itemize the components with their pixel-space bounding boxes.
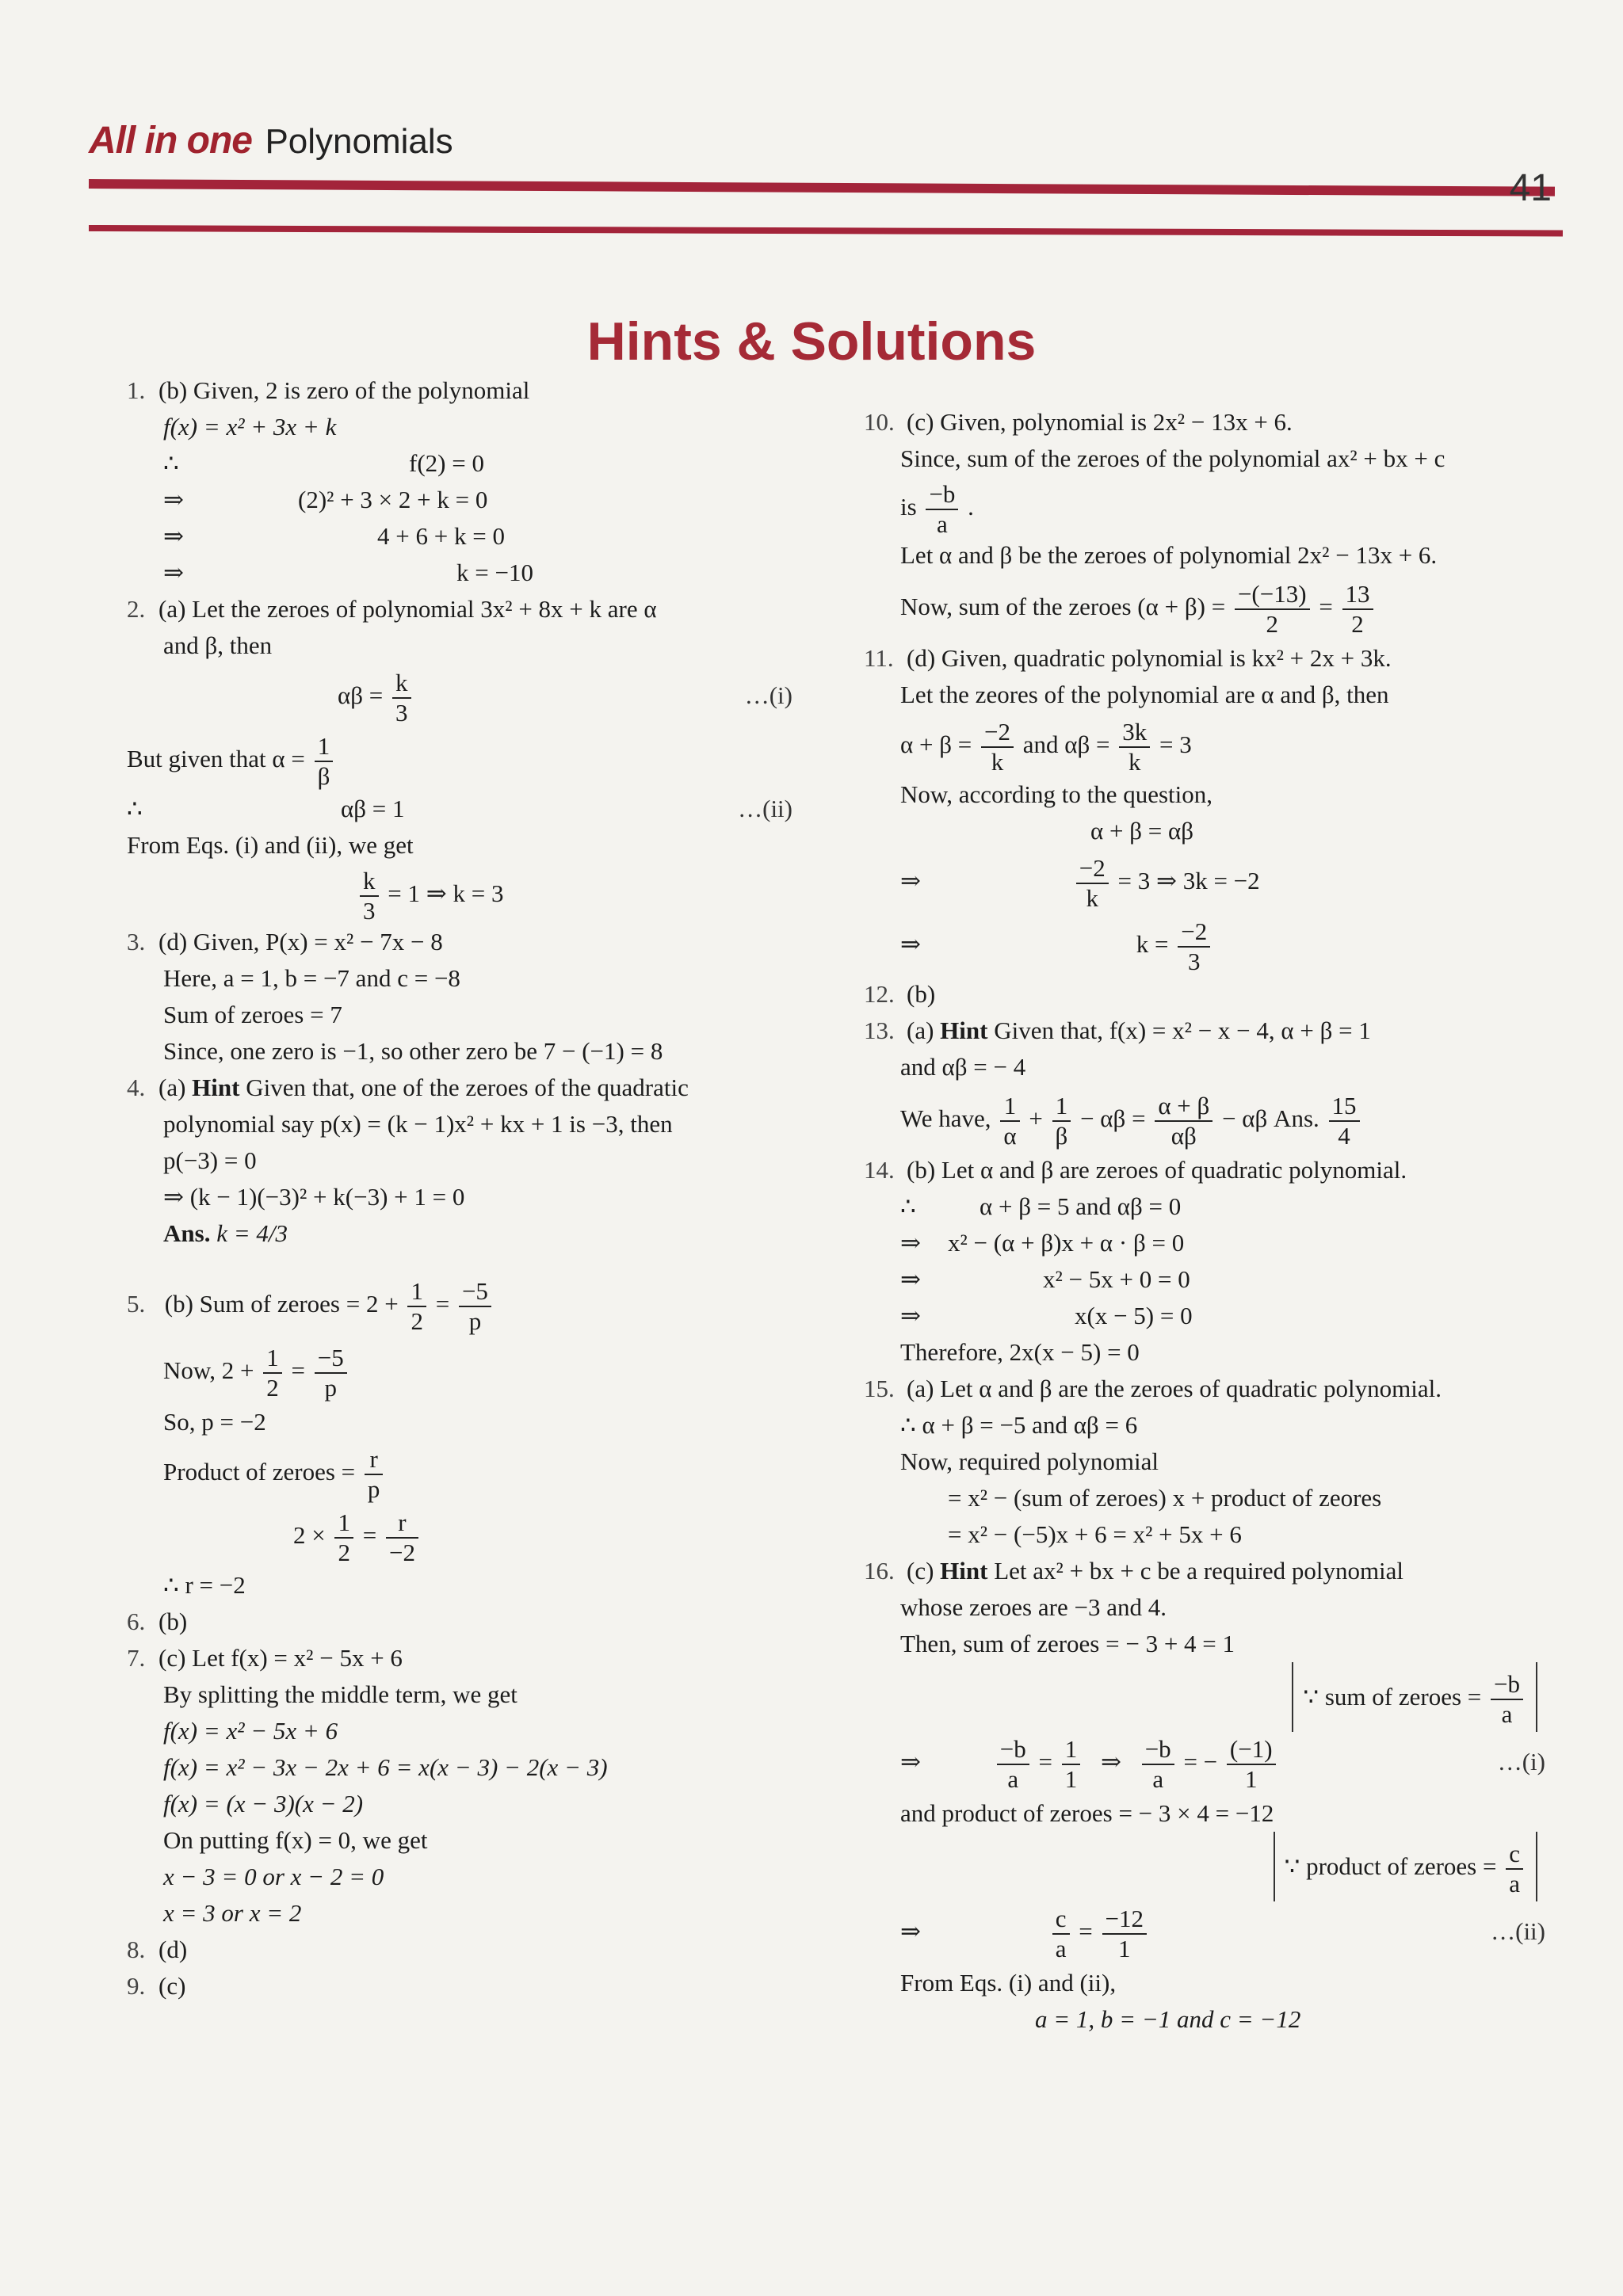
fraction <box>1142 1735 1174 1794</box>
fraction <box>360 867 379 925</box>
equation: − αβ = <box>1080 1104 1146 1132</box>
implies-symbol: ⇒ <box>900 1229 921 1257</box>
answer-option: (d) <box>158 1936 188 1963</box>
numerator: −2 <box>981 718 1014 748</box>
denominator: 2 <box>1266 609 1278 638</box>
equation: 4 + 6 + k = 0 <box>377 522 505 550</box>
question-number: 15. <box>864 1375 895 1402</box>
solution-10 <box>864 404 1545 640</box>
answer-option: (a) <box>907 1016 934 1044</box>
answer-option: (a) <box>158 1074 186 1101</box>
numerator: r <box>386 1508 418 1539</box>
implies-symbol: ⇒ <box>163 559 184 586</box>
solution-text: (b) Sum of zeroes = 2 + <box>164 1290 399 1318</box>
denominator: 1 <box>1117 1934 1131 1962</box>
equation: ⇒ (k − 1)(−3)² + k(−3) + 1 = 0 <box>163 1183 465 1211</box>
solution-text: Here, a = 1, b = −7 and c = −8 <box>163 964 460 992</box>
denominator: β <box>317 761 330 790</box>
numerator: 3k <box>1119 718 1150 748</box>
solution-text: Given that, one of the zeroes of the quadratic <box>246 1074 689 1101</box>
equation: = 3 <box>1159 730 1192 758</box>
equation: and αβ = <box>1022 730 1110 758</box>
denominator: 1 <box>1244 1764 1258 1793</box>
solution-9 <box>127 1968 792 2004</box>
equation: α + β = 5 and αβ = 0 <box>980 1192 1182 1220</box>
denominator: a <box>937 509 948 538</box>
equation: αβ = <box>338 681 384 709</box>
equation: f(x) = x² − 5x + 6 <box>163 1717 338 1745</box>
solution-4 <box>127 1070 792 1252</box>
question-number: 5. <box>127 1290 146 1318</box>
numerator: −b <box>997 1735 1029 1765</box>
denominator: 1 <box>1064 1764 1078 1793</box>
equation: x − 3 = 0 or x − 2 = 0 <box>163 1863 384 1890</box>
implies-symbol: ⇒ <box>163 522 184 550</box>
fraction <box>1102 1905 1147 1963</box>
denominator: 2 <box>266 1373 279 1402</box>
denominator: 2 <box>411 1306 423 1335</box>
answer-option: (b) <box>158 1608 188 1635</box>
solution-text: (d) Given, quadratic polynomial is kx² + 2x + 3k. <box>907 644 1392 672</box>
equation: = x² − (−5)x + 6 = x² + 5x + 6 <box>948 1520 1242 1548</box>
equation: f(x) = (x − 3)(x − 2) <box>163 1790 364 1817</box>
question-number: 7. <box>127 1644 146 1672</box>
solution-14 <box>864 1152 1545 1371</box>
equation: + <box>1029 1104 1043 1132</box>
solution-text: On putting f(x) = 0, we get <box>163 1826 428 1854</box>
denominator: 3 <box>395 698 408 727</box>
numerator: r <box>365 1445 384 1475</box>
solution-text: (d) Given, P(x) = x² − 7x − 8 <box>158 928 443 955</box>
solution-text: (c) Given, polynomial is 2x² − 13x + 6. <box>907 408 1293 436</box>
fraction <box>926 480 958 539</box>
solution-text: Now, sum of the zeroes (α + β) = <box>900 593 1226 620</box>
solution-text: Let ax² + bx + c be a required polynomial <box>994 1557 1404 1585</box>
fraction <box>1506 1840 1523 1898</box>
fraction <box>997 1735 1029 1794</box>
denominator: β <box>1055 1121 1068 1150</box>
equation: = 1 ⇒ k = 3 <box>388 879 504 907</box>
solution-text: Sum of zeroes = 7 <box>163 1001 342 1028</box>
denominator: 2 <box>1351 609 1364 638</box>
solution-text: is <box>900 493 917 521</box>
solution-text: whose zeroes are −3 and 4. <box>900 1593 1167 1621</box>
solution-3 <box>127 924 792 1070</box>
numerator: −b <box>926 480 958 510</box>
question-number: 12. <box>864 980 895 1008</box>
numerator: −2 <box>1076 854 1109 884</box>
question-number: 13. <box>864 1016 895 1044</box>
equals-sign: = <box>1319 593 1333 620</box>
solution-text: Now, required polynomial <box>900 1447 1159 1475</box>
denominator: p <box>468 1306 482 1335</box>
denominator: 2 <box>338 1538 350 1566</box>
therefore-symbol: ∴ <box>163 449 179 477</box>
solution-text: Now, according to the question, <box>900 780 1213 808</box>
question-number: 3. <box>127 928 146 955</box>
numerator: −5 <box>315 1344 347 1374</box>
numerator: k <box>392 669 411 699</box>
solution-5 <box>127 1271 792 1604</box>
solution-text: f(x) = x² + 3x + k <box>163 413 337 441</box>
implies-symbol: ⇒ <box>163 486 184 513</box>
hint-label: Hint <box>940 1016 988 1044</box>
equals-sign: = <box>1038 1748 1052 1775</box>
fraction <box>1342 580 1373 639</box>
denominator: a <box>1007 1764 1019 1793</box>
solution-text: From Eqs. (i) and (ii), <box>900 1969 1117 1997</box>
solution-text: Then, sum of zeroes = − 3 + 4 = 1 <box>900 1630 1235 1657</box>
implies-symbol: ⇒ <box>900 1265 921 1293</box>
solution-text: By splitting the middle term, we get <box>163 1680 517 1708</box>
answer-option: (b) <box>907 980 936 1008</box>
fraction <box>1155 1092 1212 1150</box>
denominator: a <box>1501 1699 1513 1728</box>
fraction <box>263 1344 282 1402</box>
equation: ∴ r = −2 <box>163 1571 246 1599</box>
solution-text: and β, then <box>163 631 273 659</box>
solution-text: Let the zeores of the polynomial are α and β, then <box>900 681 1389 708</box>
numerator: α + β <box>1155 1092 1212 1122</box>
equals-sign: = <box>291 1356 305 1384</box>
fraction <box>981 718 1014 776</box>
solution-text: From Eqs. (i) and (ii), we get <box>127 831 414 859</box>
denominator: a <box>1152 1764 1164 1793</box>
implies-symbol: ⇒ <box>900 1748 921 1775</box>
solution-11 <box>864 640 1545 976</box>
solution-text: Since, one zero is −1, so other zero be 7 − (−1) = 8 <box>163 1037 663 1065</box>
equation: f(x) = x² − 3x − 2x + 6 = x(x − 3) − 2(x − 3) <box>163 1753 608 1781</box>
solution-text: (a) Let the zeroes of polynomial 3x² + 8x + k are α <box>158 595 657 623</box>
denominator: p <box>367 1474 380 1503</box>
equation: = − <box>1183 1748 1218 1775</box>
chapter-name: Polynomials <box>265 122 453 161</box>
solution-text: Now, 2 + <box>163 1356 254 1384</box>
therefore-symbol: ∴ <box>900 1192 916 1220</box>
page-title: Hints & Solutions <box>586 311 1037 372</box>
numerator: 15 <box>1329 1092 1360 1122</box>
question-number: 1. <box>127 376 146 404</box>
reason-text: ∵ sum of zeroes = <box>1303 1683 1482 1711</box>
numerator: −(−13) <box>1235 580 1310 610</box>
implies-symbol: ⇒ <box>1100 1748 1121 1775</box>
solution-text: So, p = −2 <box>163 1408 266 1436</box>
implies-symbol: ⇒ <box>900 1302 921 1329</box>
question-number: 10. <box>864 408 895 436</box>
numerator: 1 <box>1052 1092 1071 1122</box>
equation: k = <box>1136 930 1169 958</box>
equation: x = 3 or x = 2 <box>163 1899 302 1927</box>
numerator: −5 <box>459 1277 491 1307</box>
numerator: 1 <box>1000 1092 1019 1122</box>
solution-13 <box>864 1013 1545 1152</box>
equation: a = 1, b = −1 and c = −12 <box>1035 2005 1301 2033</box>
equals-sign: = <box>435 1290 450 1318</box>
question-number: 8. <box>127 1936 146 1963</box>
equation: = 3 ⇒ 3k = −2 <box>1117 867 1260 894</box>
denominator: k <box>1128 747 1141 776</box>
numerator: −b <box>1491 1670 1523 1700</box>
equation: αβ = 1 <box>341 795 405 822</box>
fraction <box>392 669 411 727</box>
answer-label: Ans. <box>163 1219 211 1247</box>
fraction <box>459 1277 491 1336</box>
solution-text: (b) Given, 2 is zero of the polynomial <box>158 376 530 404</box>
equation-reference: …(i) <box>1497 1748 1545 1775</box>
numerator: (−1) <box>1227 1735 1276 1765</box>
numerator: −b <box>1142 1735 1174 1765</box>
solution-text: We have, <box>900 1104 991 1132</box>
question-number: 4. <box>127 1074 146 1101</box>
solution-16 <box>864 1553 1545 2038</box>
equation: x² − (α + β)x + α · β = 0 <box>948 1229 1185 1257</box>
numerator: k <box>360 867 379 897</box>
denominator: k <box>991 747 1004 776</box>
equals-sign: = <box>1079 1917 1093 1945</box>
reason-text: ∵ product of zeroes = <box>1284 1852 1497 1880</box>
fraction <box>334 1508 353 1567</box>
solution-7 <box>127 1640 792 1932</box>
equation: ∴ α + β = −5 and αβ = 6 <box>900 1411 1138 1439</box>
brand-header <box>89 119 453 162</box>
numerator: −12 <box>1102 1905 1147 1935</box>
question-number: 9. <box>127 1972 146 2000</box>
fraction <box>1178 917 1210 976</box>
fraction <box>1000 1092 1019 1150</box>
equation-reference: …(ii) <box>1491 1917 1545 1945</box>
solution-text: and product of zeroes = − 3 × 4 = −12 <box>900 1799 1274 1827</box>
equation: α + β = αβ <box>1090 817 1193 845</box>
numerator: 1 <box>1062 1735 1081 1765</box>
denominator: p <box>324 1373 337 1402</box>
reason-bracket <box>1292 1662 1537 1732</box>
fraction <box>1119 718 1150 776</box>
answer-option: (c) <box>158 1972 186 2000</box>
question-number: 16. <box>864 1557 895 1585</box>
equation: α + β = <box>900 730 972 758</box>
numerator: 1 <box>315 732 334 762</box>
solution-6 <box>127 1604 792 1640</box>
numerator: c <box>1052 1905 1070 1935</box>
solution-2 <box>127 591 792 924</box>
solution-8 <box>127 1932 792 1968</box>
fraction <box>1052 1092 1071 1150</box>
header-rule-lower <box>89 225 1563 236</box>
reason-bracket <box>1274 1832 1537 1901</box>
equation-reference: …(ii) <box>738 795 792 822</box>
therefore-symbol: ∴ <box>127 795 143 822</box>
right-column <box>864 404 1545 2038</box>
answer-value: k = 4/3 <box>216 1219 288 1247</box>
denominator: −2 <box>388 1538 415 1566</box>
solution-text: (a) Let α and β are the zeroes of quadratic polynomial. <box>907 1375 1442 1402</box>
denominator: k <box>1086 883 1098 912</box>
implies-symbol: ⇒ <box>900 867 921 894</box>
fraction <box>1491 1670 1523 1729</box>
solution-15 <box>864 1371 1545 1553</box>
question-number: 11. <box>864 644 894 672</box>
equation: = x² − (sum of zeroes) x + product of zeores <box>948 1484 1382 1512</box>
fraction <box>1062 1735 1081 1794</box>
equation: x² − 5x + 0 = 0 <box>1043 1265 1190 1293</box>
fraction <box>315 1344 347 1402</box>
solution-text: . <box>968 493 974 521</box>
answer-option: (c) <box>907 1557 934 1585</box>
equation: k = −10 <box>456 559 533 586</box>
solution-text: polynomial say p(x) = (k − 1)x² + kx + 1 is −3, then <box>163 1110 673 1138</box>
fraction <box>1227 1735 1276 1794</box>
solution-text: Product of zeroes = <box>163 1458 356 1486</box>
solution-text: But given that α = <box>127 745 305 772</box>
solution-text: Since, sum of the zeroes of the polynomial ax² + bx + c <box>900 444 1445 472</box>
fraction <box>315 732 334 791</box>
numerator: −2 <box>1178 917 1210 948</box>
denominator: a <box>1509 1869 1520 1897</box>
denominator: α <box>1003 1121 1017 1150</box>
hint-label: Hint <box>192 1074 240 1101</box>
solution-text: Let α and β be the zeroes of polynomial 2x² − 13x + 6. <box>900 541 1438 569</box>
numerator: 13 <box>1342 580 1373 610</box>
equation: (2)² + 3 × 2 + k = 0 <box>298 486 488 513</box>
solution-text: Given that, f(x) = x² − x − 4, α + β = 1 <box>994 1016 1371 1044</box>
hint-label: Hint <box>940 1557 988 1585</box>
solution-text: (b) Let α and β are zeroes of quadratic polynomial. <box>907 1156 1407 1184</box>
equation: 2 × <box>293 1521 326 1549</box>
equation: x(x − 5) = 0 <box>1075 1302 1193 1329</box>
equals-sign: = <box>362 1521 377 1549</box>
solution-1 <box>127 372 792 591</box>
fraction <box>1329 1092 1360 1150</box>
solution-text: (c) Let f(x) = x² − 5x + 6 <box>158 1644 403 1672</box>
left-column <box>127 372 792 2004</box>
equation: f(2) = 0 <box>409 449 484 477</box>
denominator: αβ <box>1170 1121 1197 1150</box>
fraction <box>1052 1905 1070 1963</box>
fraction <box>1235 580 1310 639</box>
fraction <box>1076 854 1109 913</box>
numerator: 1 <box>263 1344 282 1374</box>
solution-12 <box>864 976 1545 1013</box>
page-number: 41 <box>1509 167 1552 209</box>
brand-logo: All in one <box>89 120 252 162</box>
fraction <box>365 1445 384 1504</box>
question-number: 6. <box>127 1608 146 1635</box>
header-rule <box>89 179 1555 196</box>
solution-text: and αβ = − 4 <box>900 1053 1026 1081</box>
denominator: 3 <box>1187 947 1201 975</box>
question-number: 2. <box>127 595 146 623</box>
equation: − αβ Ans. <box>1222 1104 1319 1132</box>
denominator: 4 <box>1338 1121 1350 1150</box>
numerator: c <box>1506 1840 1523 1870</box>
question-number: 14. <box>864 1156 895 1184</box>
implies-symbol: ⇒ <box>900 1917 921 1945</box>
equation-reference: …(i) <box>744 681 792 709</box>
equation: p(−3) = 0 <box>163 1146 257 1174</box>
denominator: a <box>1055 1934 1067 1962</box>
implies-symbol: ⇒ <box>900 930 921 958</box>
denominator: 3 <box>363 896 376 925</box>
solution-text: Therefore, 2x(x − 5) = 0 <box>900 1338 1140 1366</box>
fraction <box>386 1508 418 1567</box>
numerator: 1 <box>334 1508 353 1539</box>
fraction <box>407 1277 426 1336</box>
numerator: 1 <box>407 1277 426 1307</box>
